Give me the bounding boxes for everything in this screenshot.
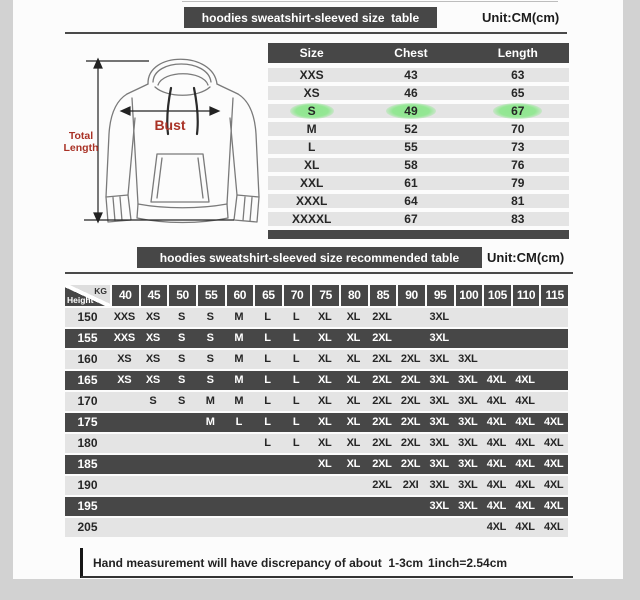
size-recommend-cell: L xyxy=(264,437,271,449)
size-recommend-cell: 2XL xyxy=(372,395,392,407)
size-recommend-cell xyxy=(196,434,225,453)
size-recommend-cell xyxy=(482,350,511,369)
matrix-rows xyxy=(65,308,568,537)
size-cell: L xyxy=(307,140,316,154)
size-recommend-cell: S xyxy=(206,353,214,365)
size-recommend-cell xyxy=(482,329,511,348)
size-recommend-cell: S xyxy=(178,374,186,386)
size-recommend-cell: 3XL xyxy=(429,416,449,428)
size-recommend-cell: L xyxy=(292,437,300,449)
size-recommend-cell: XL xyxy=(346,332,361,344)
size-recommend-cell xyxy=(368,497,397,516)
weight-header-cell: 55 xyxy=(198,285,225,306)
hoodie-diagram xyxy=(55,38,270,236)
size-recommend-cell xyxy=(196,455,225,474)
size-cell: XXS xyxy=(299,68,324,82)
recommended-table-title-bar xyxy=(137,247,482,268)
size-table-row xyxy=(268,194,569,208)
size-recommend-cell: S xyxy=(178,353,186,365)
bust-arrow xyxy=(121,107,219,115)
size-recommend-cell: XL xyxy=(317,353,332,365)
size-recommend-cell: 4XL xyxy=(486,374,507,386)
weight-header-cell: 45 xyxy=(141,285,168,306)
size-recommend-cell: M xyxy=(205,416,215,428)
page-margin-right xyxy=(623,0,640,579)
corner-kg-label: KG xyxy=(94,286,107,296)
size-recommend-cell xyxy=(139,455,168,474)
size-recommend-cell: 3XL xyxy=(429,437,449,449)
height-cell: 175 xyxy=(77,415,98,429)
recommended-table-title: hoodies sweatshirt-sleeved size recommended table xyxy=(159,250,460,265)
matrix-row xyxy=(65,455,568,474)
corner-height-label: Height xyxy=(67,295,94,305)
size-table xyxy=(268,43,569,239)
size-recommend-cell: XL xyxy=(346,311,361,323)
size-table-bottom-bar xyxy=(268,230,569,239)
size-recommend-cell: L xyxy=(264,332,271,344)
size-recommend-cell xyxy=(425,518,454,537)
weight-header-cell: 105 xyxy=(484,285,511,306)
size-recommend-cell: L xyxy=(292,395,300,407)
size-recommend-cell: L xyxy=(292,374,300,386)
size-recommend-cell xyxy=(167,518,196,537)
size-recommend-cell xyxy=(539,308,568,327)
size-recommend-cell xyxy=(225,518,254,537)
size-recommend-cell: L xyxy=(292,332,300,344)
size-table-row xyxy=(268,122,569,136)
size-recommend-cell: M xyxy=(205,395,215,407)
size-recommend-cell xyxy=(139,413,168,432)
height-cell: 165 xyxy=(77,373,98,387)
size-table-row xyxy=(268,176,569,190)
size-recommend-cell: 4XL xyxy=(515,521,535,533)
size-recommend-cell: 3XL xyxy=(458,353,478,365)
size-recommend-cell: S xyxy=(178,311,186,323)
size-recommend-cell: S xyxy=(206,332,214,344)
total-length-label-line1: Total xyxy=(68,130,94,142)
matrix-row xyxy=(65,350,568,369)
size-table-header-row xyxy=(268,43,569,63)
size-recommend-cell xyxy=(454,308,483,327)
size-recommend-cell: 2XL xyxy=(400,437,421,449)
size-recommend-cell xyxy=(511,329,540,348)
matrix-row xyxy=(65,413,568,432)
size-recommend-cell xyxy=(253,497,282,516)
size-recommend-cell: 2XL xyxy=(400,374,421,386)
size-recommend-cell xyxy=(167,455,196,474)
weight-header-cell: 110 xyxy=(513,285,540,306)
size-recommend-cell xyxy=(196,518,225,537)
size-recommend-cell: 4XL xyxy=(515,500,535,512)
size-recommend-cell: L xyxy=(264,416,271,428)
size-recommend-cell: M xyxy=(234,311,244,323)
size-recommend-cell: 4XL xyxy=(515,374,535,386)
size-recommend-cell xyxy=(139,476,168,495)
size-recommend-cell: 4XL xyxy=(486,395,507,407)
size-recommend-cell: 3XL xyxy=(429,311,449,323)
length-cell: 65 xyxy=(511,86,525,100)
size-table-rows xyxy=(268,68,569,226)
size-recommend-cell xyxy=(396,497,425,516)
size-recommend-cell xyxy=(110,497,139,516)
size-recommend-cell: XS xyxy=(117,374,132,386)
size-recommend-cell: XS xyxy=(117,353,132,365)
size-recommend-cell: XS xyxy=(145,374,160,386)
length-cell: 63 xyxy=(511,68,525,82)
size-table-title-bar xyxy=(184,7,437,28)
size-table-row xyxy=(268,86,569,100)
size-recommend-cell: 4XL xyxy=(486,500,507,512)
size-cell: XXXL xyxy=(295,194,328,208)
size-recommend-cell xyxy=(396,329,425,348)
size-recommend-cell xyxy=(339,497,368,516)
size-recommend-cell: 4XL xyxy=(544,500,564,512)
size-recommend-cell: XL xyxy=(317,458,332,470)
page-margin-left xyxy=(0,0,13,579)
size-recommend-cell: S xyxy=(206,374,214,386)
size-recommend-cell: L xyxy=(264,353,271,365)
size-recommend-cell xyxy=(110,518,139,537)
size-recommend-cell: 4XL xyxy=(486,521,507,533)
size-cell: XS xyxy=(303,86,320,100)
size-recommend-cell xyxy=(225,455,254,474)
weight-header-cell: 65 xyxy=(255,285,282,306)
matrix-header-row xyxy=(65,285,568,306)
size-recommend-cell: 3XL xyxy=(458,458,478,470)
size-recommend-cell xyxy=(511,308,540,327)
footer-accent-bar xyxy=(80,548,83,578)
divider-line-2 xyxy=(65,272,573,274)
size-recommend-cell: XL xyxy=(317,374,332,386)
column-header-size: Size xyxy=(299,46,324,60)
weight-header-cell: 95 xyxy=(427,285,454,306)
height-cell: 190 xyxy=(77,478,98,492)
weight-header-cells xyxy=(112,285,568,306)
size-recommend-cell xyxy=(511,350,540,369)
size-recommend-cell xyxy=(539,329,568,348)
size-recommend-cell: 4XL xyxy=(515,416,535,428)
size-recommend-cell: 4XL xyxy=(486,479,507,491)
highlight-marker: S xyxy=(290,103,334,119)
size-recommend-cell: XL xyxy=(317,311,332,323)
size-recommend-cell: 3XL xyxy=(458,416,478,428)
size-recommend-cell xyxy=(167,497,196,516)
height-cell: 195 xyxy=(77,499,98,513)
size-recommend-cell: 2XL xyxy=(372,458,392,470)
size-recommend-cell: L xyxy=(292,416,300,428)
size-recommend-cell: L xyxy=(264,311,271,323)
page-margin-bottom xyxy=(0,579,640,600)
weight-header-cell: 115 xyxy=(541,285,568,306)
size-recommend-cell: XL xyxy=(346,395,361,407)
matrix-row xyxy=(65,476,568,495)
size-recommend-cell: XL xyxy=(346,437,361,449)
highlight-marker: 67 xyxy=(493,103,542,119)
size-recommend-cell xyxy=(368,518,397,537)
size-recommend-cell xyxy=(396,308,425,327)
size-recommend-cell: S xyxy=(178,332,186,344)
size-recommend-cell: XS xyxy=(145,311,160,323)
size-recommend-cell: 2XL xyxy=(372,353,392,365)
size-recommend-cell: XL xyxy=(346,374,361,386)
size-recommend-cell: L xyxy=(292,311,300,323)
size-cell: XXL xyxy=(299,176,324,190)
size-recommend-cell: 3XL xyxy=(429,458,449,470)
size-recommend-cell: 4XL xyxy=(486,458,507,470)
size-recommend-cell: S xyxy=(178,395,186,407)
size-recommend-cell: M xyxy=(234,374,244,386)
size-recommend-cell: XL xyxy=(317,332,332,344)
chest-cell: 55 xyxy=(404,140,418,154)
size-recommend-cell: 2XL xyxy=(372,416,392,428)
total-length-label-line2: Length xyxy=(63,142,99,154)
size-recommend-cell xyxy=(282,497,311,516)
length-cell: 83 xyxy=(511,212,525,226)
height-cell: 160 xyxy=(77,352,98,366)
length-cell: 73 xyxy=(511,140,525,154)
size-cell: XL xyxy=(303,158,320,172)
length-cell: 79 xyxy=(511,176,525,190)
size-recommend-cell xyxy=(454,329,483,348)
size-table-row xyxy=(268,212,569,226)
size-recommend-cell: S xyxy=(149,395,157,407)
size-recommend-cell: S xyxy=(206,311,214,323)
size-recommend-cell xyxy=(282,455,311,474)
height-cell: 180 xyxy=(77,436,98,450)
height-cell: 205 xyxy=(77,520,98,534)
size-recommend-cell xyxy=(282,518,311,537)
size-recommend-cell: 2XL xyxy=(372,332,392,344)
weight-header-cell: 75 xyxy=(312,285,339,306)
size-recommend-cell: 3XL xyxy=(429,332,449,344)
size-recommend-cell: 2XL xyxy=(372,311,392,323)
size-recommend-cell xyxy=(167,434,196,453)
weight-header-cell: 50 xyxy=(169,285,196,306)
footer-line xyxy=(81,576,573,578)
size-recommend-cell xyxy=(310,497,339,516)
unit-label-2: Unit:CM(cm) xyxy=(487,250,565,265)
size-recommend-cell: XL xyxy=(317,395,332,407)
size-recommend-cell xyxy=(282,476,311,495)
size-recommend-cell: 4XL xyxy=(544,458,564,470)
size-recommend-cell: 2XL xyxy=(372,374,392,386)
size-recommend-cell xyxy=(225,497,254,516)
weight-header-cell: 85 xyxy=(370,285,397,306)
size-recommend-cell xyxy=(253,476,282,495)
chest-cell: 58 xyxy=(404,158,418,172)
size-recommend-cell: 3XL xyxy=(429,374,449,386)
size-cell: M xyxy=(306,122,317,136)
size-recommend-cell xyxy=(139,497,168,516)
highlight-marker: 49 xyxy=(386,103,435,119)
size-recommend-cell: 4XL xyxy=(544,416,564,428)
size-recommend-cell xyxy=(196,476,225,495)
size-recommend-cell xyxy=(396,518,425,537)
size-cell xyxy=(268,104,355,118)
size-recommend-cell: XL xyxy=(346,458,361,470)
size-recommend-cell xyxy=(253,455,282,474)
size-recommend-cell: 3XL xyxy=(458,374,478,386)
size-recommend-cell xyxy=(225,476,254,495)
size-recommend-cell: 4XL xyxy=(515,437,535,449)
size-recommend-cell: 3XL xyxy=(429,353,449,365)
size-recommend-cell xyxy=(139,518,168,537)
size-cell: XXXXL xyxy=(291,212,332,226)
matrix-row xyxy=(65,497,568,516)
size-recommend-cell: 3XL xyxy=(458,437,478,449)
size-recommend-cell xyxy=(539,392,568,411)
size-recommend-cell: 3XL xyxy=(429,395,449,407)
size-recommend-cell xyxy=(310,476,339,495)
measurement-note: Hand measurement will have discrepancy of about 1-3cm xyxy=(93,556,424,570)
weight-header-cell: 90 xyxy=(398,285,425,306)
size-recommend-cell: 2XL xyxy=(400,353,421,365)
size-recommend-cell xyxy=(139,434,168,453)
size-table-title: hoodies sweatshirt-sleeved size table xyxy=(201,10,420,25)
size-recommend-cell: L xyxy=(264,374,271,386)
column-header-length: Length xyxy=(497,46,538,60)
top-border-line xyxy=(182,1,558,2)
weight-header-cell: 100 xyxy=(456,285,483,306)
length-cell: 70 xyxy=(511,122,525,136)
size-recommend-cell xyxy=(310,518,339,537)
size-recommend-cell: 2XL xyxy=(400,395,421,407)
inch-conversion-note: 1inch=2.54cm xyxy=(428,556,508,570)
size-recommend-cell xyxy=(225,434,254,453)
size-recommend-cell xyxy=(253,518,282,537)
chest-cell: 61 xyxy=(404,176,418,190)
size-recommend-cell xyxy=(167,476,196,495)
size-recommend-cell xyxy=(339,476,368,495)
size-recommend-cell: XL xyxy=(317,437,332,449)
size-recommend-cell xyxy=(110,455,139,474)
size-recommend-cell: 4XL xyxy=(486,416,507,428)
matrix-row xyxy=(65,329,568,348)
weight-header-cell: 60 xyxy=(227,285,254,306)
size-recommend-cell: XXS xyxy=(113,332,135,344)
size-recommend-cell: 3XL xyxy=(429,479,449,491)
size-recommend-cell xyxy=(539,371,568,390)
size-recommend-cell xyxy=(110,413,139,432)
bust-label: Bust xyxy=(154,117,186,133)
size-recommend-cell: 2XL xyxy=(372,479,392,491)
length-cell xyxy=(467,104,569,118)
weight-header-cell: 40 xyxy=(112,285,139,306)
size-recommend-cell: XS xyxy=(145,332,160,344)
size-recommend-cell xyxy=(110,476,139,495)
size-recommend-cell xyxy=(539,350,568,369)
chest-cell xyxy=(355,104,466,118)
height-cell: 150 xyxy=(77,310,98,324)
chest-cell: 52 xyxy=(404,122,418,136)
size-recommend-cell: 3XL xyxy=(458,500,478,512)
length-cell: 76 xyxy=(511,158,525,172)
matrix-row xyxy=(65,434,568,453)
size-recommend-cell: L xyxy=(292,353,300,365)
weight-header-cell: 70 xyxy=(284,285,311,306)
unit-label-1: Unit:CM(cm) xyxy=(482,10,560,25)
matrix-row xyxy=(65,308,568,327)
size-recommend-cell: XL xyxy=(317,416,332,428)
size-recommend-cell xyxy=(339,518,368,537)
size-recommend-cell: M xyxy=(234,332,244,344)
height-cell: 155 xyxy=(77,331,98,345)
size-recommend-cell xyxy=(110,434,139,453)
size-recommend-cell: M xyxy=(234,395,244,407)
size-recommend-cell xyxy=(110,392,139,411)
chest-cell: 67 xyxy=(404,212,418,226)
size-recommend-cell: 4XL xyxy=(544,521,564,533)
size-recommend-cell: 4XL xyxy=(486,437,507,449)
size-recommend-cell: 2XL xyxy=(400,416,421,428)
size-recommend-cell: XL xyxy=(346,353,361,365)
size-recommend-cell xyxy=(167,413,196,432)
size-recommend-cell: 4XL xyxy=(515,479,535,491)
chest-cell: 64 xyxy=(404,194,418,208)
size-recommend-cell: 3XL xyxy=(458,395,478,407)
size-table-row xyxy=(268,158,569,172)
size-recommend-cell: M xyxy=(234,353,244,365)
size-recommend-cell: XL xyxy=(346,416,361,428)
size-recommend-cell: 2XL xyxy=(400,458,421,470)
size-recommend-cell: 2XI xyxy=(402,479,419,491)
matrix-row xyxy=(65,518,568,537)
recommended-size-matrix xyxy=(65,285,568,539)
size-table-row xyxy=(268,104,569,118)
column-header-chest: Chest xyxy=(394,46,428,60)
size-table-row xyxy=(268,68,569,82)
length-cell: 81 xyxy=(511,194,525,208)
chest-cell: 46 xyxy=(404,86,418,100)
weight-header-cell: 80 xyxy=(341,285,368,306)
size-recommend-cell: 4XL xyxy=(544,479,564,491)
size-recommend-cell xyxy=(454,518,483,537)
size-recommend-cell: 4XL xyxy=(515,458,535,470)
size-recommend-cell: XS xyxy=(145,353,160,365)
matrix-row xyxy=(65,392,568,411)
size-recommend-cell: L xyxy=(264,395,271,407)
chest-cell: 43 xyxy=(404,68,418,82)
matrix-row xyxy=(65,371,568,390)
hoodie-outline xyxy=(106,59,259,222)
size-recommend-cell xyxy=(482,308,511,327)
size-recommend-cell: 4XL xyxy=(515,395,535,407)
size-recommend-cell: 2XL xyxy=(372,437,392,449)
size-recommend-cell xyxy=(196,497,225,516)
size-recommend-cell: L xyxy=(235,416,243,428)
size-recommend-cell: 3XL xyxy=(458,479,478,491)
height-cell: 185 xyxy=(77,457,98,471)
size-recommend-cell: 4XL xyxy=(544,437,564,449)
divider-line-1 xyxy=(65,32,567,34)
size-table-row xyxy=(268,140,569,154)
kg-height-corner-cell xyxy=(65,285,110,306)
height-cell: 170 xyxy=(77,394,98,408)
size-recommend-cell: 3XL xyxy=(429,500,449,512)
size-recommend-cell: XXS xyxy=(113,311,135,323)
